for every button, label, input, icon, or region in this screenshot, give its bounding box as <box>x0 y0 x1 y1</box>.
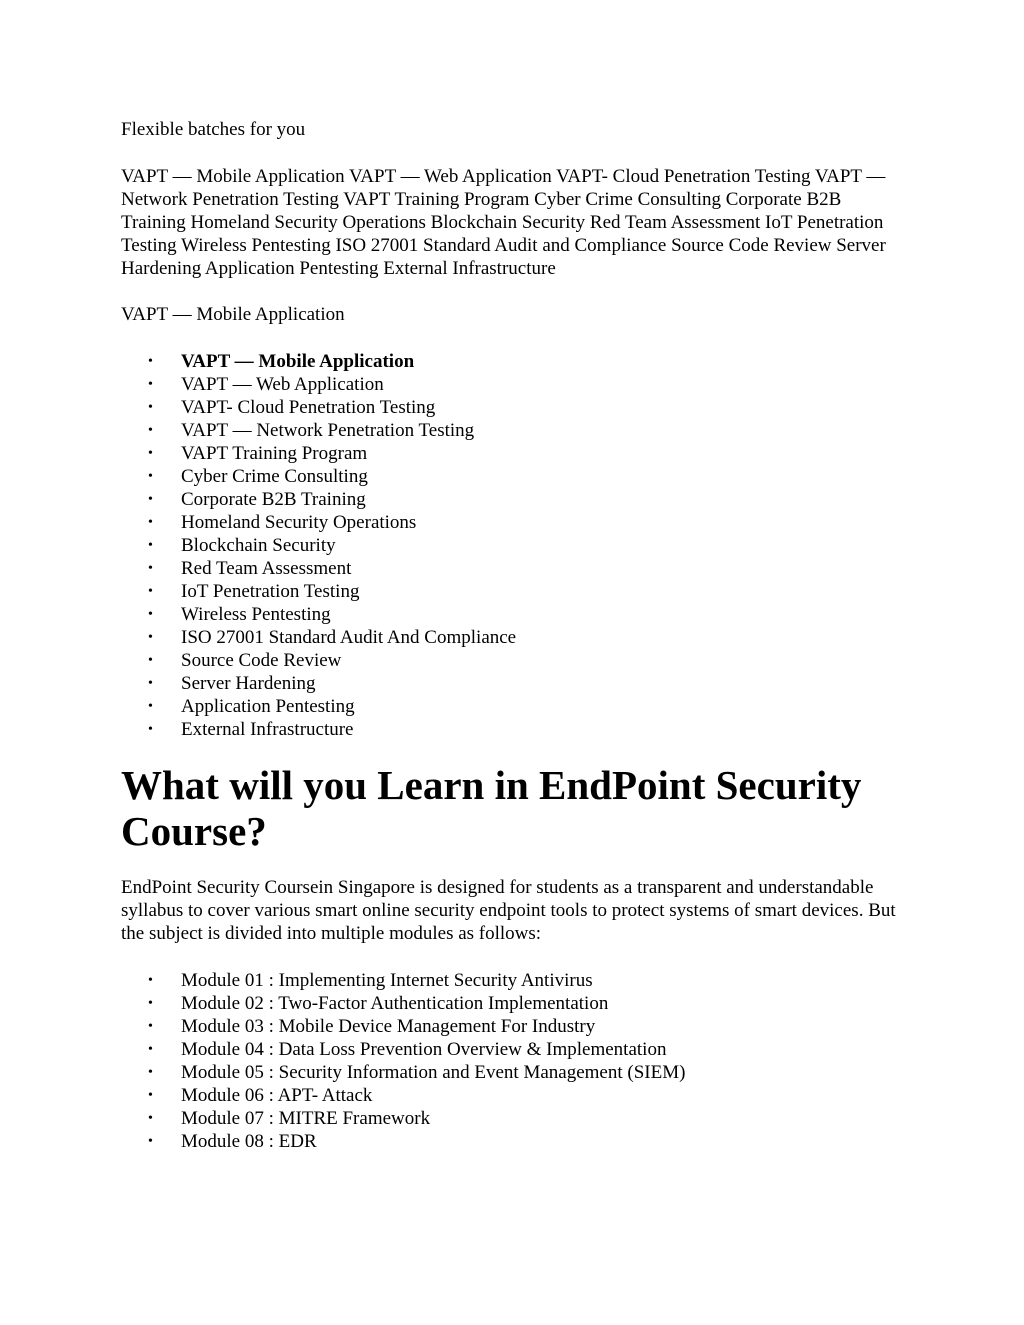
bullet-icon: • <box>148 354 153 369</box>
list-item <box>121 557 896 580</box>
current-service-text: VAPT — Mobile Application <box>121 304 345 325</box>
bullet-icon: • <box>148 469 153 484</box>
list-item <box>121 396 896 419</box>
module-label: Module 04 : Data Loss Prevention Overview & Implementation <box>181 1039 667 1060</box>
list-item <box>121 718 896 741</box>
module-label: Module 08 : EDR <box>181 1131 317 1152</box>
bullet-icon: • <box>148 722 153 737</box>
list-item <box>121 969 896 992</box>
module-label: Module 02 : Two-Factor Authentication Implementation <box>181 993 609 1014</box>
bullet-icon: • <box>148 996 153 1011</box>
bullet-icon: • <box>148 400 153 415</box>
bullet-icon: • <box>148 538 153 553</box>
bullet-icon: • <box>148 515 153 530</box>
list-item-label: VAPT Training Program <box>181 443 368 464</box>
list-item-label: Source Code Review <box>181 650 342 671</box>
list-item <box>121 419 896 442</box>
list-item-label: IoT Penetration Testing <box>181 581 360 602</box>
bullet-icon: • <box>148 699 153 714</box>
bullet-icon: • <box>148 377 153 392</box>
course-description: EndPoint Security Coursein Singapore is designed for students as a transparent and understandable syllabus to cover various smart online security endpoint tools to protect systems of smart devices. But the subject is divided into multiple modules as follows: <box>121 877 896 944</box>
bullet-icon: • <box>148 423 153 438</box>
bullet-icon: • <box>148 607 153 622</box>
bullet-icon: • <box>148 584 153 599</box>
bullet-icon: • <box>148 1111 153 1126</box>
list-item <box>121 695 896 718</box>
list-item <box>121 992 896 1015</box>
list-item <box>121 626 896 649</box>
module-label: Module 03 : Mobile Device Management For Industry <box>181 1016 596 1037</box>
bullet-icon: • <box>148 1088 153 1103</box>
list-item <box>121 373 896 396</box>
list-item <box>121 603 896 626</box>
module-label: Module 06 : APT- Attack <box>181 1085 373 1106</box>
list-item <box>121 672 896 695</box>
module-label: Module 05 : Security Information and Event Management (SIEM) <box>181 1062 686 1083</box>
list-item-label: Wireless Pentesting <box>181 604 331 625</box>
services-paragraph: VAPT — Mobile Application VAPT — Web Application VAPT- Cloud Penetration Testing VAPT — Network Penetration Testing VAPT Training Program Cyber Crime Consulting Corporate B2B Training Homeland Security Operations Blockchain Security Red Team Assessment IoT Penetration Testing Wireless Pentesting ISO 27001 Standard Audit and Compliance Source Code Review Server Hardening Application Pentesting External Infrastructure <box>121 166 886 279</box>
list-item-label: Corporate B2B Training <box>181 489 366 510</box>
list-item <box>121 534 896 557</box>
list-item <box>121 1038 896 1061</box>
bullet-icon: • <box>148 446 153 461</box>
list-item-label: ISO 27001 Standard Audit And Compliance <box>181 627 517 648</box>
list-item-label: Homeland Security Operations <box>181 512 417 533</box>
list-item-label: VAPT- Cloud Penetration Testing <box>181 397 436 418</box>
list-item-label: Blockchain Security <box>181 535 336 556</box>
list-item-label: Red Team Assessment <box>181 558 352 579</box>
list-item <box>121 465 896 488</box>
list-item <box>121 1084 896 1107</box>
page-heading: What will you Learn in EndPoint Security Course? <box>121 762 862 854</box>
list-item-label: VAPT — Network Penetration Testing <box>181 420 475 441</box>
list-item <box>121 1061 896 1084</box>
module-label: Module 07 : MITRE Framework <box>181 1108 431 1129</box>
module-label: Module 01 : Implementing Internet Security Antivirus <box>181 970 593 991</box>
list-item-label: Application Pentesting <box>181 696 355 717</box>
bullet-icon: • <box>148 1042 153 1057</box>
bullet-icon: • <box>148 1134 153 1149</box>
modules-list <box>121 969 896 1153</box>
bullet-icon: • <box>148 1065 153 1080</box>
bullet-icon: • <box>148 973 153 988</box>
list-item <box>121 350 896 373</box>
list-item <box>121 488 896 511</box>
bullet-icon: • <box>148 1019 153 1034</box>
list-item-label: Server Hardening <box>181 673 316 694</box>
bullet-icon: • <box>148 653 153 668</box>
list-item-label: VAPT — Mobile Application <box>181 351 415 372</box>
bullet-icon: • <box>148 630 153 645</box>
document-page <box>121 118 896 1153</box>
bullet-icon: • <box>148 492 153 507</box>
list-item <box>121 1130 896 1153</box>
list-item <box>121 649 896 672</box>
list-item <box>121 580 896 603</box>
bullet-icon: • <box>148 676 153 691</box>
intro-text: Flexible batches for you <box>121 119 306 140</box>
bullet-icon: • <box>148 561 153 576</box>
list-item <box>121 1015 896 1038</box>
list-item <box>121 1107 896 1130</box>
list-item <box>121 511 896 534</box>
list-item-label: External Infrastructure <box>181 719 354 740</box>
list-item <box>121 442 896 465</box>
list-item-label: VAPT — Web Application <box>181 374 384 395</box>
list-item-label: Cyber Crime Consulting <box>181 466 368 487</box>
services-list <box>121 350 896 741</box>
